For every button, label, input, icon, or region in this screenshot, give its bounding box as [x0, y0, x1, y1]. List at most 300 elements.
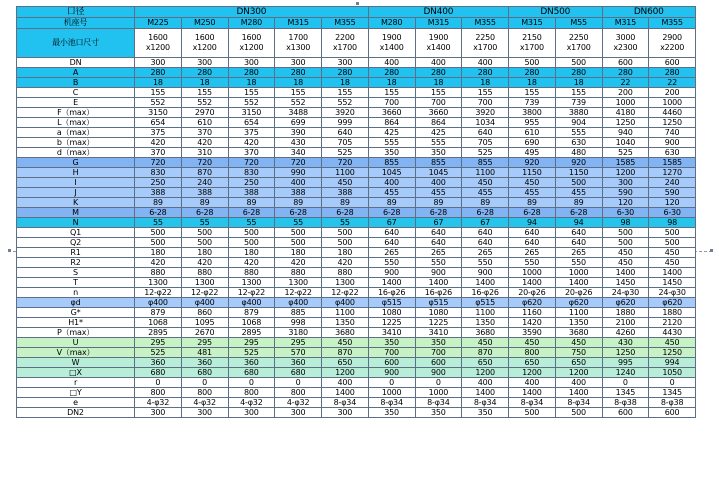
table-cell: 552 [135, 98, 182, 108]
table-row [17, 208, 696, 218]
table-cell: 250 [135, 178, 182, 188]
row-label: E [17, 98, 135, 108]
table-cell: 740 [649, 128, 696, 138]
row-label: L（max） [17, 118, 135, 128]
min-pool-length: 2200 [335, 33, 355, 42]
table-cell: 550 [368, 258, 415, 268]
table-cell: 6-28 [135, 208, 182, 218]
table-cell: 18 [322, 78, 369, 88]
table-cell: 67 [462, 218, 509, 228]
table-row [17, 398, 696, 408]
table-cell: 700 [415, 348, 462, 358]
table-cell: 89 [322, 198, 369, 208]
table-cell: 180 [135, 248, 182, 258]
table-cell: 500 [555, 58, 602, 68]
table-cell: 1100 [322, 168, 369, 178]
table-cell: 830 [135, 168, 182, 178]
table-cell: 450 [602, 258, 649, 268]
table-cell: 18 [415, 78, 462, 88]
table-cell: 155 [368, 88, 415, 98]
table-cell: 388 [322, 188, 369, 198]
table-cell: 1068 [228, 318, 275, 328]
table-cell: 12-φ22 [135, 288, 182, 298]
row-label: b（max） [17, 138, 135, 148]
table-cell: φ620 [602, 298, 649, 308]
table-cell: 500 [135, 238, 182, 248]
table-cell: 67 [415, 218, 462, 228]
table-cell: 400 [368, 58, 415, 68]
table-row [17, 278, 696, 288]
table-cell: 3488 [275, 108, 322, 118]
table-cell: 24-φ30 [649, 288, 696, 298]
table-cell: 1400 [509, 388, 556, 398]
table-cell: 1160 [509, 308, 556, 318]
table-cell: 375 [228, 128, 275, 138]
table-row [17, 308, 696, 318]
model-cell: M315 [275, 18, 322, 29]
table-row [17, 228, 696, 238]
table-cell: 450 [602, 248, 649, 258]
table-cell: 1400 [368, 278, 415, 288]
table-cell: 1034 [462, 118, 509, 128]
table-cell: 300 [181, 408, 228, 418]
table-cell: 89 [181, 198, 228, 208]
table-cell: 640 [368, 238, 415, 248]
table-cell: 350 [462, 408, 509, 418]
table-cell: 360 [135, 358, 182, 368]
table-row [17, 138, 696, 148]
table-cell: 360 [228, 358, 275, 368]
table-cell: 6-28 [555, 208, 602, 218]
table-cell: 400 [555, 378, 602, 388]
table-cell: 350 [415, 338, 462, 348]
table-cell: 6-28 [322, 208, 369, 218]
table-cell: 240 [181, 178, 228, 188]
table-cell: 375 [135, 128, 182, 138]
table-cell: φ515 [415, 298, 462, 308]
table-cell: 1200 [462, 368, 509, 378]
table-cell: 570 [275, 348, 322, 358]
table-cell: 500 [649, 228, 696, 238]
table-cell: 155 [555, 88, 602, 98]
table-cell: 0 [415, 378, 462, 388]
table-cell: 640 [415, 238, 462, 248]
table-cell: 3590 [509, 328, 556, 338]
table-cell: 370 [181, 128, 228, 138]
table-cell: 3680 [322, 328, 369, 338]
table-cell: 455 [368, 188, 415, 198]
model-cell: M280 [368, 18, 415, 29]
table-cell: 750 [555, 348, 602, 358]
table-cell: 500 [322, 228, 369, 238]
table-cell: 525 [228, 348, 275, 358]
table-cell: 265 [368, 248, 415, 258]
table-row [17, 88, 696, 98]
table-cell: 705 [462, 138, 509, 148]
table-cell: 500 [135, 228, 182, 238]
model-cell: M55 [555, 18, 602, 29]
table-cell: 1100 [462, 168, 509, 178]
table-cell: 955 [509, 118, 556, 128]
table-cell: 280 [135, 68, 182, 78]
table-cell: 450 [649, 338, 696, 348]
table-cell: 94 [509, 218, 556, 228]
table-cell: φ400 [181, 298, 228, 308]
row-label: Q2 [17, 238, 135, 248]
table-cell: 879 [135, 308, 182, 318]
min-pool-cell [415, 29, 462, 58]
row-label: M [17, 208, 135, 218]
min-pool-width: x2300 [613, 43, 638, 52]
table-cell: 1300 [135, 278, 182, 288]
table-cell: 300 [275, 58, 322, 68]
min-pool-width: x1700 [473, 43, 498, 52]
table-row [17, 148, 696, 158]
table-cell: φ400 [275, 298, 322, 308]
selection-handle-top[interactable] [356, 2, 359, 5]
table-cell: 360 [275, 358, 322, 368]
table-cell: 800 [228, 388, 275, 398]
row-label: V（max） [17, 348, 135, 358]
caliber-header-row [17, 7, 696, 18]
table-cell: 920 [509, 158, 556, 168]
row-label: B [17, 78, 135, 88]
table-cell: 630 [649, 148, 696, 158]
table-cell: 280 [462, 68, 509, 78]
table-cell: 500 [181, 228, 228, 238]
row-label: e [17, 398, 135, 408]
min-pool-width: x1400 [426, 43, 451, 52]
min-pool-length: 1900 [381, 33, 402, 42]
table-cell: 295 [275, 338, 322, 348]
table-cell: 300 [322, 408, 369, 418]
table-cell: 4260 [602, 328, 649, 338]
table-cell: 20-φ26 [509, 288, 556, 298]
table-cell: 855 [462, 158, 509, 168]
table-cell: 0 [649, 378, 696, 388]
caliber-label: 口径 [17, 7, 135, 18]
table-cell: 500 [228, 228, 275, 238]
table-cell: 699 [275, 118, 322, 128]
table-cell: 89 [509, 198, 556, 208]
selection-handle-left[interactable] [8, 249, 11, 252]
table-cell: 1100 [555, 308, 602, 318]
min-pool-width: x1200 [192, 43, 217, 52]
table-cell: 300 [322, 58, 369, 68]
min-pool-cell [228, 29, 275, 58]
row-label: Q1 [17, 228, 135, 238]
table-cell: 425 [368, 128, 415, 138]
table-cell: 1300 [181, 278, 228, 288]
min-pool-length: 2150 [522, 33, 542, 42]
row-label: P（max） [17, 328, 135, 338]
table-cell: 1880 [602, 308, 649, 318]
table-cell: 8-φ34 [415, 398, 462, 408]
table-cell: 500 [275, 238, 322, 248]
table-cell: 640 [368, 228, 415, 238]
table-cell: 720 [228, 158, 275, 168]
table-row [17, 318, 696, 328]
table-cell: 900 [462, 268, 509, 278]
table-cell: 500 [509, 408, 556, 418]
table-cell: 340 [275, 148, 322, 158]
table-cell: 370 [228, 148, 275, 158]
table-row [17, 178, 696, 188]
table-cell: 1300 [322, 278, 369, 288]
table-cell: φ620 [555, 298, 602, 308]
table-cell: 388 [275, 188, 322, 198]
table-cell: 280 [181, 68, 228, 78]
table-cell: 89 [275, 198, 322, 208]
table-cell: φ620 [509, 298, 556, 308]
table-cell: 525 [602, 148, 649, 158]
table-cell: 55 [181, 218, 228, 228]
model-cell: M225 [135, 18, 182, 29]
row-label: G [17, 158, 135, 168]
table-cell: 300 [181, 58, 228, 68]
table-cell: 155 [509, 88, 556, 98]
table-cell: 885 [275, 308, 322, 318]
min-pool-cell [602, 29, 649, 58]
table-cell: 610 [181, 118, 228, 128]
table-cell: 690 [509, 138, 556, 148]
table-cell: φ515 [462, 298, 509, 308]
table-row [17, 98, 696, 108]
table-cell: 855 [415, 158, 462, 168]
table-cell: 450 [322, 338, 369, 348]
table-cell: 1350 [322, 318, 369, 328]
table-cell: 900 [415, 268, 462, 278]
table-cell: 400 [415, 178, 462, 188]
table-cell: 1150 [555, 168, 602, 178]
table-cell: 20-φ26 [555, 288, 602, 298]
row-label: d（max） [17, 148, 135, 158]
table-cell: 4460 [649, 108, 696, 118]
table-cell: 700 [462, 98, 509, 108]
table-cell: 8-φ34 [509, 398, 556, 408]
table-cell: 4-φ32 [181, 398, 228, 408]
table-cell: 1420 [509, 318, 556, 328]
table-cell: 155 [181, 88, 228, 98]
table-cell: 1400 [462, 388, 509, 398]
table-cell: 1000 [602, 98, 649, 108]
table-cell: 720 [322, 158, 369, 168]
table-cell: 600 [368, 358, 415, 368]
table-cell: 1045 [368, 168, 415, 178]
table-cell: 640 [415, 228, 462, 238]
table-cell: 552 [275, 98, 322, 108]
table-cell: 280 [555, 68, 602, 78]
model-header-row [17, 18, 696, 29]
row-label: I [17, 178, 135, 188]
table-cell: 640 [555, 238, 602, 248]
table-cell: 640 [462, 238, 509, 248]
table-cell: 870 [462, 348, 509, 358]
table-cell: 420 [135, 138, 182, 148]
row-label: H [17, 168, 135, 178]
table-cell: 450 [509, 178, 556, 188]
table-cell: 400 [368, 178, 415, 188]
table-cell: 3180 [275, 328, 322, 338]
table-cell: 155 [462, 88, 509, 98]
table-cell: 1450 [649, 278, 696, 288]
table-cell: 400 [509, 378, 556, 388]
table-cell: 3660 [415, 108, 462, 118]
table-cell: 280 [275, 68, 322, 78]
table-cell: 420 [228, 138, 275, 148]
table-cell: 390 [275, 128, 322, 138]
table-cell: 1400 [509, 278, 556, 288]
table-cell: 2100 [602, 318, 649, 328]
table-cell: 1000 [509, 268, 556, 278]
table-cell: 1080 [368, 308, 415, 318]
table-cell: 855 [368, 158, 415, 168]
table-cell: 4-φ32 [228, 398, 275, 408]
table-cell: 55 [322, 218, 369, 228]
table-cell: 555 [368, 138, 415, 148]
table-cell: 94 [555, 218, 602, 228]
table-cell: 6-30 [649, 208, 696, 218]
table-cell: 16-φ26 [368, 288, 415, 298]
table-cell: 481 [181, 348, 228, 358]
table-cell: 300 [135, 58, 182, 68]
table-cell: 800 [509, 348, 556, 358]
table-cell: 680 [275, 368, 322, 378]
table-cell: 3920 [322, 108, 369, 118]
table-cell: 400 [275, 178, 322, 188]
table-cell: 800 [275, 388, 322, 398]
table-cell: 280 [322, 68, 369, 78]
table-row [17, 338, 696, 348]
table-cell: 680 [181, 368, 228, 378]
table-cell: 900 [415, 368, 462, 378]
model-cell: M355 [322, 18, 369, 29]
table-cell: 350 [368, 148, 415, 158]
table-cell: 300 [135, 408, 182, 418]
table-cell: 6-30 [602, 208, 649, 218]
table-cell: 0 [135, 378, 182, 388]
table-cell: 650 [322, 358, 369, 368]
row-label: r [17, 378, 135, 388]
table-cell: 425 [415, 128, 462, 138]
min-pool-width: x1300 [286, 43, 311, 52]
table-cell: 3800 [509, 108, 556, 118]
table-cell: 552 [228, 98, 275, 108]
model-cell: M355 [462, 18, 509, 29]
min-pool-width: x1200 [145, 43, 170, 52]
selection-handle-right[interactable] [710, 249, 713, 252]
table-cell: 388 [181, 188, 228, 198]
min-pool-cell [135, 29, 182, 58]
table-cell: φ620 [649, 298, 696, 308]
table-cell: 555 [555, 128, 602, 138]
table-cell: 1000 [649, 98, 696, 108]
table-cell: 12-φ22 [181, 288, 228, 298]
table-row [17, 188, 696, 198]
table-cell: 0 [275, 378, 322, 388]
table-cell: 1200 [509, 368, 556, 378]
table-cell: 8-φ34 [368, 398, 415, 408]
table-cell: 1225 [415, 318, 462, 328]
row-label: K [17, 198, 135, 208]
table-cell: 700 [368, 348, 415, 358]
table-cell: 295 [228, 338, 275, 348]
min-pool-row [17, 29, 696, 58]
spec-table [16, 6, 696, 418]
table-cell: 180 [181, 248, 228, 258]
row-label: J [17, 188, 135, 198]
table-cell: 654 [228, 118, 275, 128]
table-cell: 3880 [555, 108, 602, 118]
row-label: G* [17, 308, 135, 318]
table-cell: 0 [602, 378, 649, 388]
table-cell: 600 [649, 58, 696, 68]
table-cell: 3150 [228, 108, 275, 118]
table-cell: 640 [509, 228, 556, 238]
table-cell: 500 [509, 58, 556, 68]
table-cell: 500 [555, 408, 602, 418]
min-pool-length: 2250 [475, 33, 495, 42]
table-cell: 680 [135, 368, 182, 378]
table-cell: 200 [649, 88, 696, 98]
model-cell: M315 [509, 18, 556, 29]
table-cell: 800 [181, 388, 228, 398]
row-label: T [17, 278, 135, 288]
row-label: DN [17, 58, 135, 68]
table-cell: 525 [462, 148, 509, 158]
table-cell: 880 [181, 268, 228, 278]
table-cell: 705 [322, 138, 369, 148]
row-label: H1* [17, 318, 135, 328]
table-cell: 280 [602, 68, 649, 78]
table-cell: 350 [368, 338, 415, 348]
table-cell: 18 [462, 78, 509, 88]
min-pool-cell [181, 29, 228, 58]
table-cell: 1100 [462, 308, 509, 318]
table-cell: 1200 [322, 368, 369, 378]
table-cell: 98 [649, 218, 696, 228]
table-cell: 940 [602, 128, 649, 138]
table-cell: 300 [228, 58, 275, 68]
table-cell: 1000 [368, 388, 415, 398]
table-cell: 590 [649, 188, 696, 198]
table-cell: 640 [462, 228, 509, 238]
table-cell: 3680 [462, 328, 509, 338]
table-cell: 8-φ38 [602, 398, 649, 408]
table-cell: 999 [322, 118, 369, 128]
table-cell: 420 [135, 258, 182, 268]
table-cell: 455 [415, 188, 462, 198]
table-cell: 720 [275, 158, 322, 168]
table-cell: 300 [602, 178, 649, 188]
table-cell: 155 [275, 88, 322, 98]
table-cell: 455 [509, 188, 556, 198]
group-dn500: DN500 [509, 7, 603, 18]
table-cell: 1250 [649, 348, 696, 358]
table-cell: 1045 [415, 168, 462, 178]
table-cell: 1300 [228, 278, 275, 288]
table-cell: 739 [509, 98, 556, 108]
table-cell: 450 [322, 178, 369, 188]
table-cell: 879 [228, 308, 275, 318]
table-cell: 2970 [181, 108, 228, 118]
table-row [17, 238, 696, 248]
table-cell: 18 [555, 78, 602, 88]
table-cell: φ515 [368, 298, 415, 308]
table-row [17, 328, 696, 338]
table-cell: 1225 [368, 318, 415, 328]
table-cell: 420 [228, 258, 275, 268]
